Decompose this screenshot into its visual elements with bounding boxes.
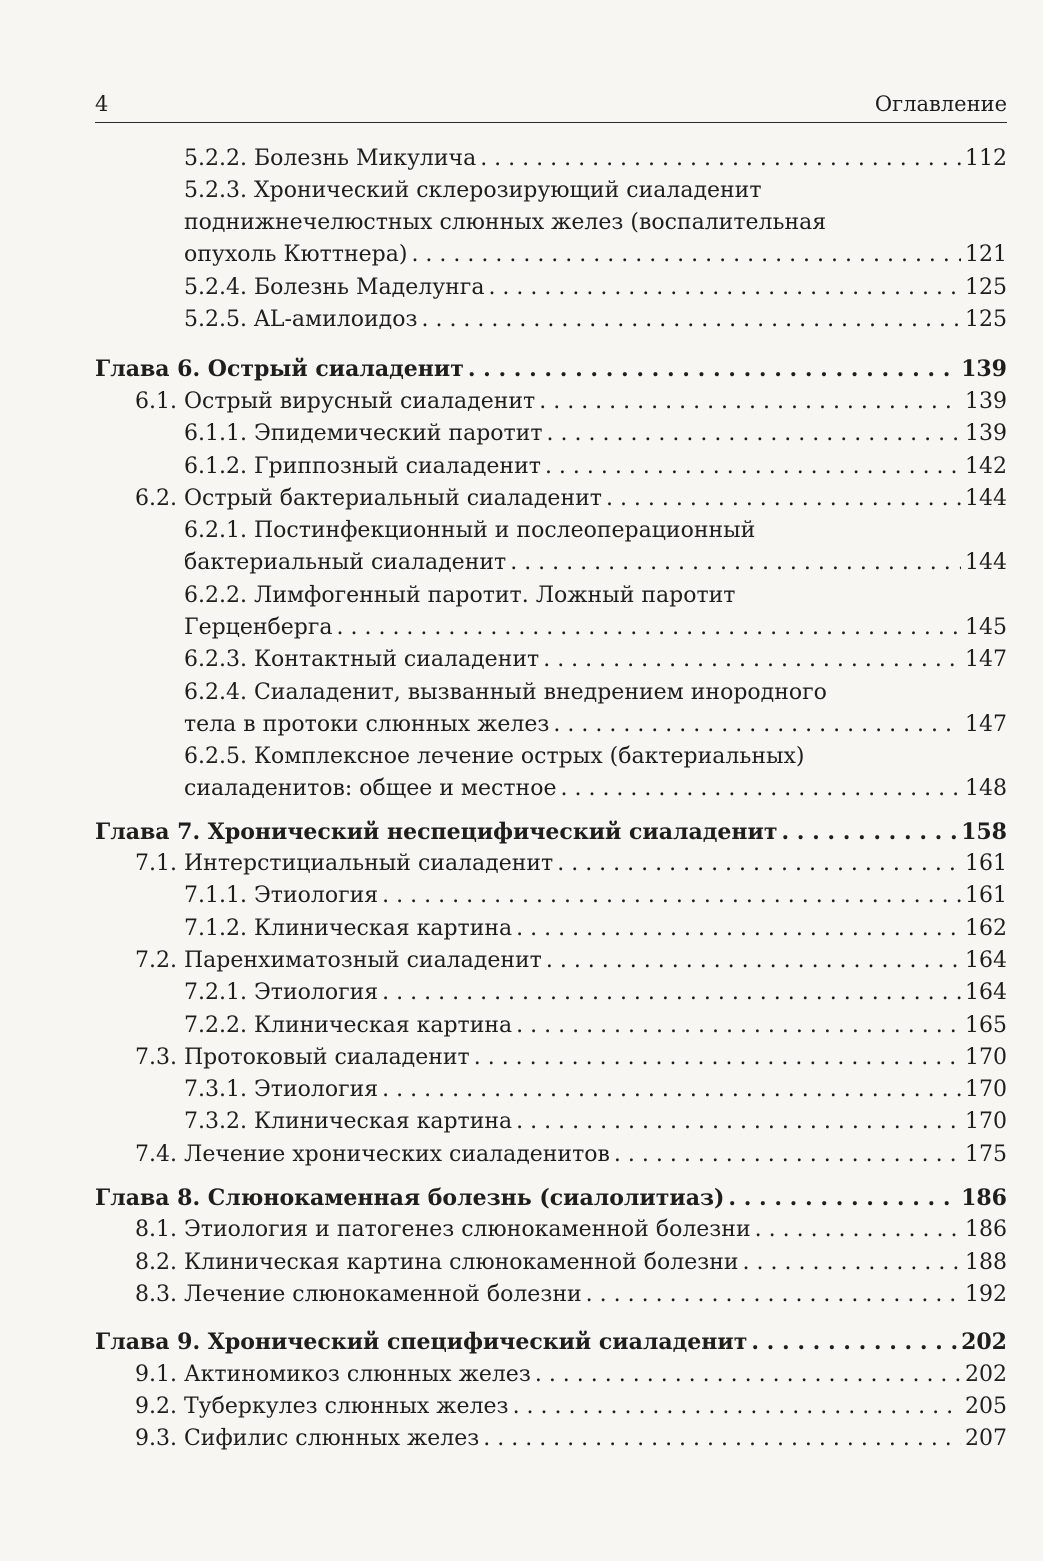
toc-entry: 8.1. Этиология и патогенез слюнокаменной болезни . . . 186 xyxy=(95,1214,1007,1246)
toc-chapter: Глава 7. Хронический неспецифический сиаладенит . . . 158 xyxy=(95,816,1007,848)
toc-entry: 5.2.3. Хронический склерозирующий сиаладенит xyxy=(184,178,762,203)
toc-entry: 5.2.5. AL-амилоидоз . . . 125 xyxy=(95,304,1007,336)
toc-entry: 7.4. Лечение хронических сиаладенитов . . . 175 xyxy=(95,1139,1007,1171)
toc-entry: 6.2.3. Контактный сиаладенит . . . 147 xyxy=(95,644,1007,676)
toc-chapter: Глава 9. Хронический специфический сиаладенит . . . 202 xyxy=(95,1326,1007,1358)
toc-entry: 9.2. Туберкулез слюнных желез . . . 205 xyxy=(95,1391,1007,1423)
toc-entry: 7.1. Интерстициальный сиаладенит . . . 161 xyxy=(95,848,1007,880)
toc-entry: 6.1.2. Гриппозный сиаладенит . . . 142 xyxy=(95,451,1007,483)
toc-entry: 7.2.1. Этиология . . . 164 xyxy=(95,977,1007,1009)
toc-entry: 7.3.2. Клиническая картина . . . 170 xyxy=(95,1106,1007,1138)
toc-entry: 6.1. Острый вирусный сиаладенит . . . 139 xyxy=(95,386,1007,418)
toc-chapter: Глава 8. Слюнокаменная болезнь (сиалолитиаз) . . . 186 xyxy=(95,1182,1007,1214)
toc-chapter: Глава 6. Острый сиаладенит . . . 139 xyxy=(95,353,1007,385)
toc-entry: 6.2.5. Комплексное лечение острых (бактериальных) xyxy=(184,744,805,769)
toc-entry: 5.2.2. Болезнь Микулича . . . 112 xyxy=(95,143,1007,175)
toc-entry: 7.1.2. Клиническая картина . . . 162 xyxy=(95,913,1007,945)
toc-entry: 6.2.2. Лимфогенный паротит. Ложный паротит xyxy=(184,583,736,608)
toc-entry: 9.3. Сифилис слюнных желез . . . 207 xyxy=(95,1423,1007,1455)
toc-entry: тела в протоки слюнных желез . . . 147 xyxy=(95,709,1007,741)
toc-entry: бактериальный сиаладенит . . . 144 xyxy=(95,547,1007,579)
toc-entry: 8.3. Лечение слюнокаменной болезни . . . 192 xyxy=(95,1279,1007,1311)
toc-entry: 9.1. Актиномикоз слюнных желез . . . 202 xyxy=(95,1359,1007,1391)
toc-entry: 7.3.1. Этиология . . . 170 xyxy=(95,1074,1007,1106)
toc-entry: поднижнечелюстных слюнных желез (воспалительная xyxy=(184,210,827,235)
toc-entry: 6.2.1. Постинфекционный и послеоперационный xyxy=(184,518,756,543)
toc-entry: опухоль Кюттнера) . . . 121 xyxy=(95,239,1007,271)
toc-entry: 7.2. Паренхиматозный сиаладенит . . . 164 xyxy=(95,945,1007,977)
running-header xyxy=(95,92,1007,126)
toc-entry: 8.2. Клиническая картина слюнокаменной болезни . . . 188 xyxy=(95,1247,1007,1279)
toc-entry: 7.1.1. Этиология . . . 161 xyxy=(95,880,1007,912)
toc-entry: сиаладенитов: общее и местное . . . 148 xyxy=(95,773,1007,805)
toc-entry: Герценберга . . . 145 xyxy=(95,612,1007,644)
toc-entry: 5.2.4. Болезнь Маделунга . . . 125 xyxy=(95,272,1007,304)
toc-entry: 7.3. Протоковый сиаладенит . . . 170 xyxy=(95,1042,1007,1074)
toc-entry: 7.2.2. Клиническая картина . . . 165 xyxy=(95,1010,1007,1042)
running-title: Оглавление xyxy=(874,92,1007,116)
toc-entry: 6.1.1. Эпидемический паротит . . . 139 xyxy=(95,418,1007,450)
page-number: 4 xyxy=(95,92,109,116)
toc-entry: 6.2. Острый бактериальный сиаладенит . . . 144 xyxy=(95,483,1007,515)
toc-entry: 6.2.4. Сиаладенит, вызванный внедрением инородного xyxy=(184,680,827,705)
header-rule xyxy=(95,122,1007,123)
